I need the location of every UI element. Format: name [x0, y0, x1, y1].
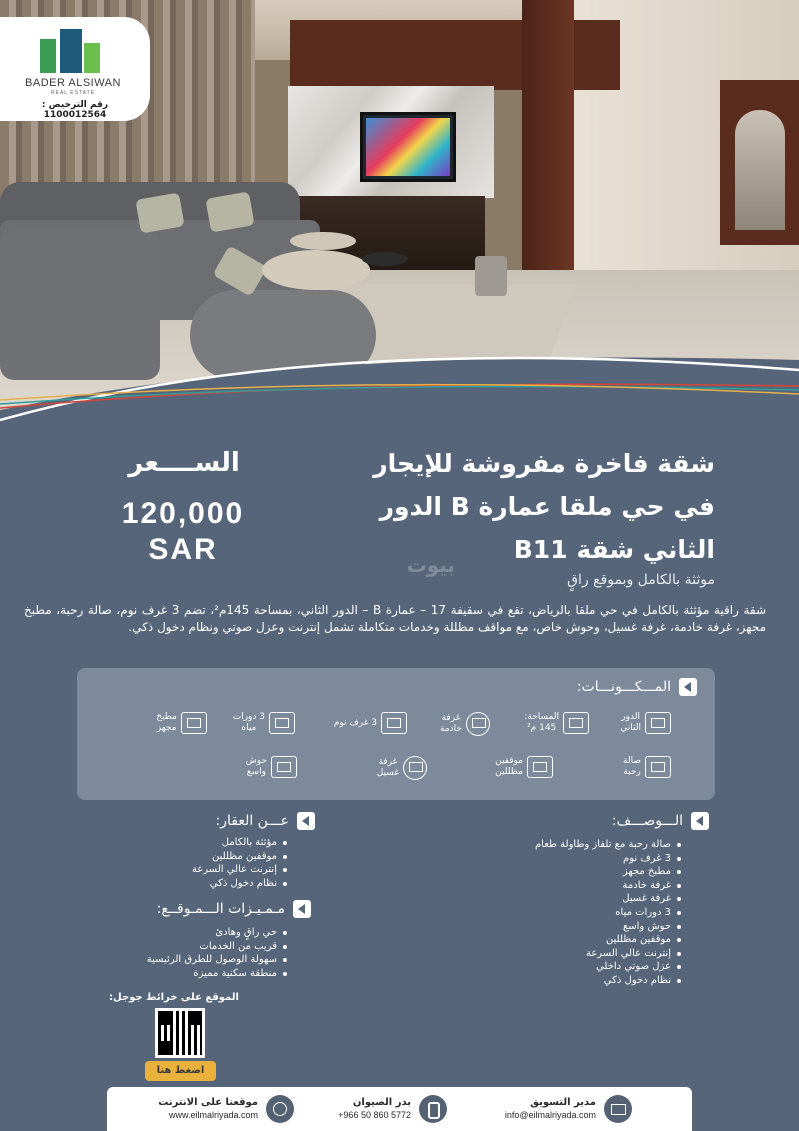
license-number: رقم الترخيص : 1100012564 [41, 100, 109, 120]
list-item: صالة رحبة مع تلفاز وطاولة طعام [463, 838, 683, 852]
description-list [463, 838, 683, 988]
components-box [77, 668, 715, 800]
phone-title: بدر الصيوان [352, 1097, 411, 1108]
chevron-left-icon [679, 678, 697, 696]
list-item: 3 دورات مياه [463, 906, 683, 920]
globe-icon [266, 1095, 294, 1123]
contact-footer [107, 1087, 692, 1131]
title-line: الثاني شقة B11 [513, 535, 715, 564]
price-currency: SAR [148, 533, 218, 566]
components-heading [577, 678, 697, 696]
location-heading-text: مـمـيـزات الـــمـوقــع: [156, 901, 285, 917]
feature-item [377, 756, 427, 780]
list-item: قريب من الخدمات [109, 940, 289, 954]
wood-strip [522, 0, 574, 300]
list-item: حوش واسع [463, 920, 683, 934]
listing-description: شقة راقية مؤثثة بالكامل في حي ملقا بالرياض، تقع في سقيفة 17 – عمارة B – الدور الثاني، بمساحة 145م²، تضم 3 غرف نوم، صالة رحبة، مطبخ مجهز، غرفة خادمة، غرفة غسيل، وحوش خاص، مع مواقف مظللة وخدمات متكاملة تشمل إنترنت وعزل صوتي ونظام دخول ذكي. [24, 603, 766, 634]
description-heading-text: الـــوصـــف: [611, 813, 683, 829]
feature-item [623, 756, 671, 778]
television [360, 112, 456, 182]
phone-number: +966 50 860 5772 [338, 1110, 411, 1120]
marketing-text [505, 1097, 596, 1121]
phone-contact[interactable] [338, 1095, 447, 1123]
list-item: غرفة غسيل [463, 892, 683, 906]
decorative-waves [0, 330, 799, 450]
website-url: www.eilmalriyada.com [168, 1110, 258, 1120]
listing-title [295, 442, 715, 571]
list-item: إنترنت عالي السرعة [463, 947, 683, 961]
components-heading-text: المـــكـــونـــات: [576, 679, 671, 695]
tv-screen [366, 118, 450, 176]
list-item: عزل صوتي داخلي [463, 960, 683, 974]
maps-label: الموقع على خرائط جوجل: [109, 992, 239, 1003]
marketing-contact[interactable] [505, 1095, 632, 1123]
feature-label: صالة رحبة [623, 756, 641, 777]
chevron-left-icon [297, 812, 315, 830]
building-icon [60, 29, 82, 73]
coffee-table [262, 250, 370, 290]
brand-sub: REAL ESTATE [51, 90, 95, 96]
arched-doorway [735, 110, 785, 230]
feature-label: المساحة: 145 م² [524, 712, 559, 733]
bathtub-icon [269, 712, 295, 734]
description-heading [612, 812, 709, 830]
list-item: إنترنت عالي السرعة [119, 863, 289, 877]
website-contact[interactable] [158, 1095, 294, 1123]
price-label: الســــعر [128, 448, 240, 478]
qr-pattern [158, 1011, 202, 1055]
feature-label: موقفين مظللين [495, 756, 523, 777]
list-item: نظام دخول ذكي [463, 974, 683, 988]
listing-subtitle: موثثة بالكامل وبموقع راقٍ [567, 572, 715, 588]
marketing-email: info@eilmalriyada.com [504, 1110, 596, 1120]
washer-icon [403, 756, 427, 780]
kitchen-icon [181, 712, 207, 734]
website-title: موقعنا على الانترنت [158, 1097, 258, 1108]
feature-label: الدور الثاني [620, 712, 641, 733]
feature-label: حوش واسع [245, 756, 267, 777]
feature-item [233, 712, 295, 734]
about-list [119, 836, 289, 890]
price [90, 496, 276, 568]
logo-card [0, 17, 150, 121]
price-amount: 120,000 [121, 497, 245, 530]
building-icon [84, 43, 100, 73]
garage-icon [527, 756, 553, 778]
feature-label: غرفة خادمة [440, 713, 462, 734]
feature-item [156, 712, 207, 734]
list-item: سهولة الوصول للطرق الرئيسية [109, 953, 289, 967]
list-item: موقفين مظللين [463, 933, 683, 947]
website-text [158, 1097, 258, 1121]
location-list [109, 926, 289, 980]
location-heading [157, 900, 311, 918]
phone-text [338, 1097, 411, 1121]
list-item: منطقة سكنية مميزة [109, 967, 289, 981]
waste-bin [475, 256, 507, 296]
list-item: نظام دخول ذكي [119, 877, 289, 891]
marketing-title: مدير التسويق [530, 1097, 596, 1108]
area-icon [563, 712, 589, 734]
phone-icon [419, 1095, 447, 1123]
yard-icon [271, 756, 297, 778]
list-item: موقفين مظللين [119, 850, 289, 864]
feature-item [440, 712, 490, 736]
title-line: في حي ملقا عمارة B الدور [379, 492, 715, 521]
watermark: بيوت [406, 553, 455, 577]
list-item: مؤثثة بالكامل [119, 836, 289, 850]
floor-icon [645, 712, 671, 734]
about-heading [216, 812, 316, 830]
brand-name: BADER ALSIWAN [25, 77, 121, 89]
feature-label: مطبخ مجهز [156, 712, 177, 733]
building-icon [40, 39, 56, 73]
open-map-button[interactable]: اضغط هنا [145, 1061, 216, 1081]
feature-label: 3 دورات مياه [232, 712, 265, 733]
about-heading-text: عـــن العقار: [215, 813, 289, 829]
bed-icon [381, 712, 407, 734]
list-item: 3 غرف نوم [463, 852, 683, 866]
chevron-left-icon [691, 812, 709, 830]
chevron-left-icon [293, 900, 311, 918]
list-item: حي راقٍ وهادئ [109, 926, 289, 940]
sofa-icon [645, 756, 671, 778]
feature-label: 3 غرف نوم [333, 717, 377, 728]
list-item: مطبخ مجهز [463, 865, 683, 879]
maid-room-icon [466, 712, 490, 736]
qr-code[interactable] [155, 1008, 205, 1058]
feature-item [620, 712, 671, 734]
side-stool [362, 252, 408, 266]
list-item: غرفة خادمة [463, 879, 683, 893]
feature-item [524, 712, 589, 734]
mail-icon [604, 1095, 632, 1123]
coffee-table-top [290, 232, 356, 250]
feature-item [495, 756, 553, 778]
feature-item [246, 756, 297, 778]
feature-label: غرفة غسيل [376, 757, 399, 778]
title-line: شقة فاخرة مفروشة للإيجار [373, 449, 715, 478]
feature-item [334, 712, 407, 734]
